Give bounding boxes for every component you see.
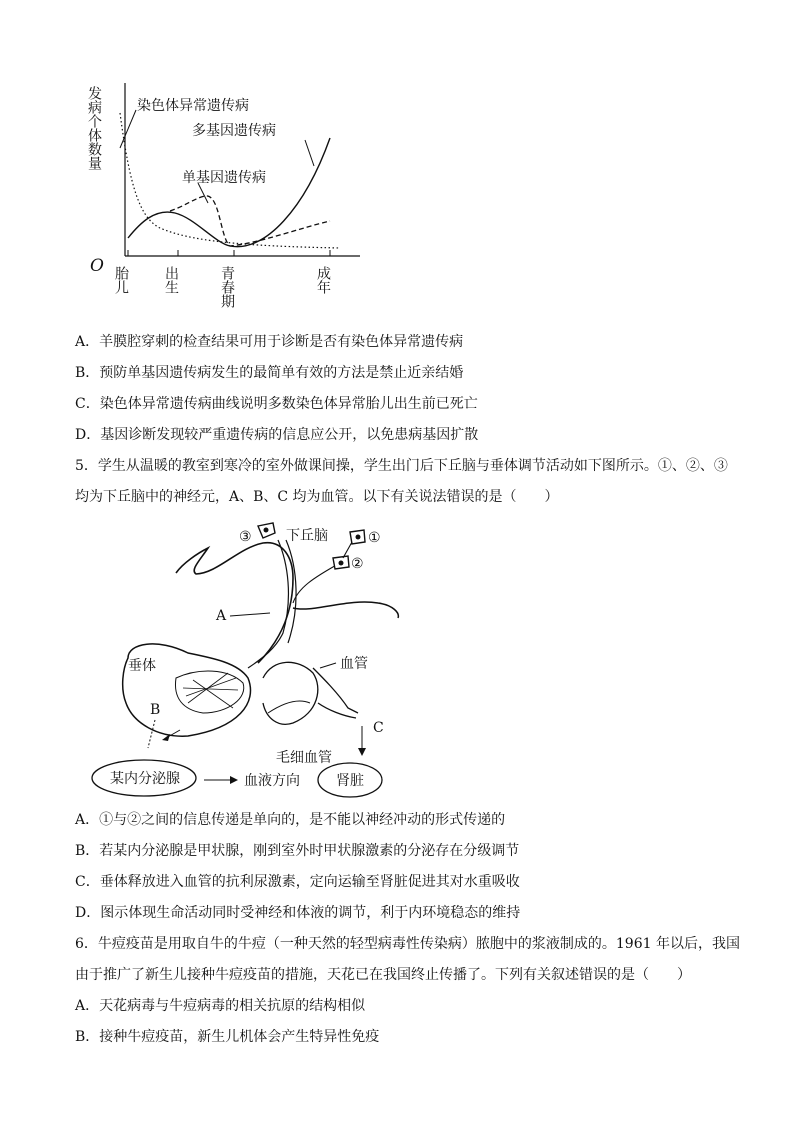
q4-option-d: D．基因诊断发现较严重遗传病的信息应公开，以免患病基因扩散 (75, 427, 479, 443)
q4-option-c: C．染色体异常遗传病曲线说明多数染色体异常胎儿出生前已死亡 (75, 396, 478, 412)
curve-polygenic (128, 138, 330, 247)
neuron-2-icon (333, 556, 349, 569)
neuron-3-icon (258, 523, 275, 538)
y-axis-label: 发病个体数量 (86, 86, 102, 170)
tick-fetus: 胎儿 (113, 266, 129, 294)
q5-stem-line2: 均为下丘脑中的神经元，A、B、C 均为血管。以下有关说法错误的是（ ） (75, 489, 559, 505)
label-neuron-2: ② (351, 556, 364, 572)
label-chromosome: 染色体异常遗传病 (137, 98, 249, 114)
label-neuron-1: ① (368, 530, 381, 546)
q5-stem-line1: 5．学生从温暖的教室到寒冷的室外做课间操，学生出门后下丘脑与垂体调节活动如下图所示。①、②、③ (75, 458, 728, 474)
label-polygenic: 多基因遗传病 (192, 123, 276, 139)
q5-option-d: D．图示体现生命活动同时受神经和体液的调节，利于内环境稳态的维持 (75, 905, 521, 921)
origin-label: O (90, 256, 104, 276)
tick-adult: 成年 (315, 266, 331, 294)
label-vessel-a: A (216, 608, 227, 624)
incidence-chart (80, 78, 370, 328)
q6-option-a: A．天花病毒与牛痘病毒的相关抗原的结构相似 (75, 998, 366, 1014)
q4-option-a: A．羊膜腔穿刺的检查结果可用于诊断是否有染色体异常遗传病 (75, 334, 464, 350)
label-kidney: 肾脏 (336, 773, 364, 789)
label-vessel-c: C (373, 720, 384, 736)
q5-option-b: B．若某内分泌腺是甲状腺，刚到室外时甲状腺激素的分泌存在分级调节 (75, 843, 520, 859)
q6-stem-line2: 由于推广了新生儿接种牛痘疫苗的措施，天花已在我国终止传播了。下列有关叙述错误的是（ ） (75, 967, 691, 983)
label-monogenic: 单基因遗传病 (182, 170, 266, 186)
q5-option-c: C．垂体释放进入血管的抗利尿激素，定向运输至肾脏促进其对水重吸收 (75, 874, 520, 890)
label-vessel-b: B (150, 702, 161, 718)
neuron-1-icon (350, 530, 365, 544)
label-pituitary: 垂体 (128, 658, 156, 674)
label-flow: 血液方向 (244, 773, 300, 789)
leader-monogenic (198, 183, 208, 203)
pituitary-stalk (248, 540, 288, 668)
label-neuron-3: ③ (239, 529, 252, 545)
q6-option-b: B．接种牛痘疫苗，新生儿机体会产生特异性免疫 (75, 1029, 380, 1045)
leader-polygenic (305, 140, 314, 166)
curve-monogenic (170, 196, 330, 246)
tick-birth: 出生 (163, 266, 179, 294)
label-blood-vessel: 血管 (340, 656, 368, 672)
hypothalamus-pituitary-diagram (88, 518, 408, 800)
label-hypothalamus: 下丘脑 (286, 528, 328, 544)
tick-puberty: 青春期 (219, 266, 235, 308)
q6-stem-line1: 6．牛痘疫苗是用取自牛的牛痘（一种天然的轻型病毒性传染病）脓胞中的浆液制成的。1961 年以后，我国 (75, 936, 740, 952)
label-gland: 某内分泌腺 (110, 771, 180, 787)
label-capillary: 毛细血管 (276, 750, 332, 766)
q5-option-a: A．①与②之间的信息传递是单向的，是不能以神经冲动的形式传递的 (75, 812, 506, 828)
q4-option-b: B．预防单基因遗传病发生的最简单有效的方法是禁止近亲结婚 (75, 365, 464, 381)
